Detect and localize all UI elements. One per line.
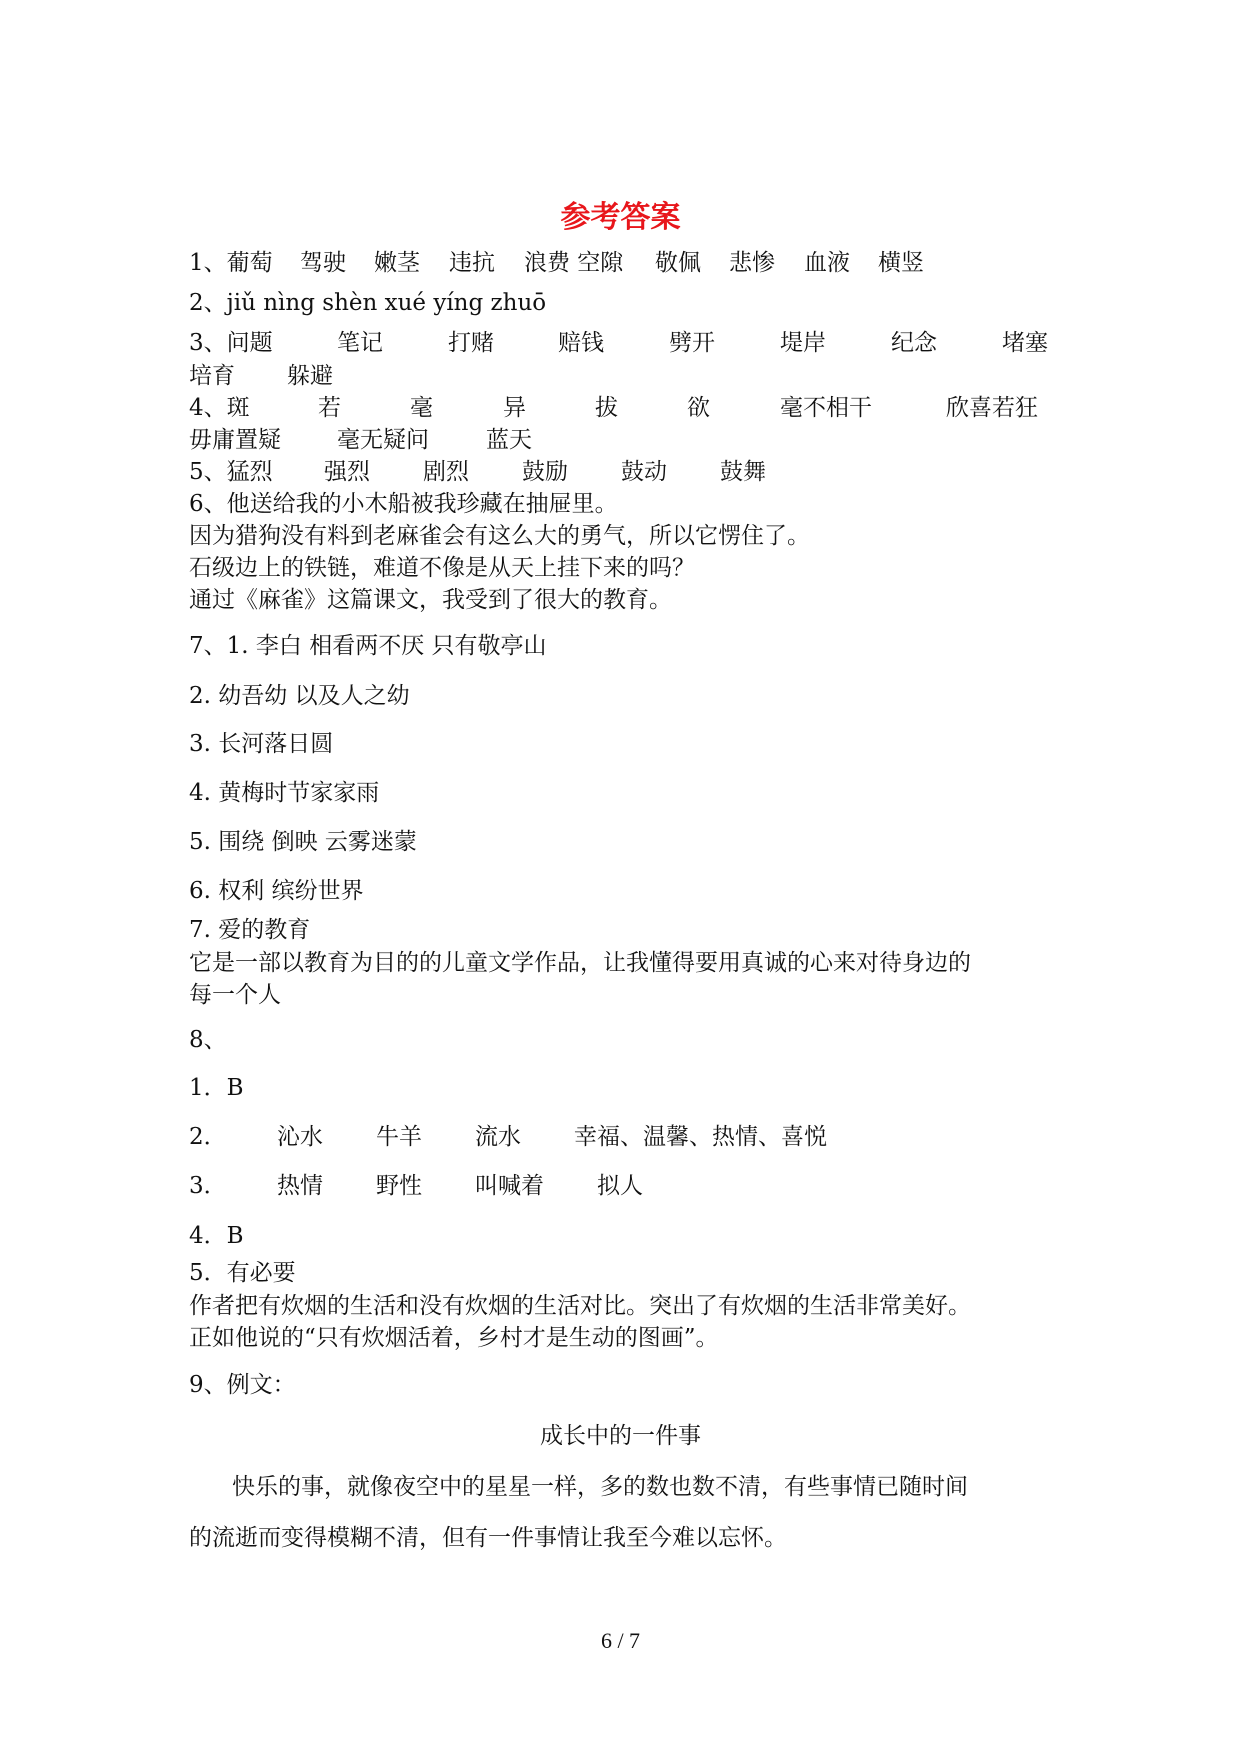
answer-4-word: 拔	[595, 395, 618, 421]
answer-4-word: 毋庸置疑	[189, 427, 281, 453]
answer-4-word: 毫不相干	[780, 395, 872, 421]
answer-6-line: 通过《麻雀》这篇课文，我受到了很大的教育。	[189, 587, 672, 613]
answer-4-word: 若	[318, 395, 341, 421]
answer-7-line: 5. 围绕 倒映 云雾迷蒙	[189, 829, 417, 855]
answer-8-item: 5．有必要	[189, 1260, 296, 1286]
answer-6-line: 6、他送给我的小木船被我珍藏在抽屉里。	[189, 491, 618, 517]
answer-4-word: 异	[503, 395, 526, 421]
answer-2: 2、jiǔ nìng shèn xué yíng zhuō	[189, 290, 547, 316]
answer-3-word: 纪念	[891, 330, 937, 356]
answer-3-word: 培育	[189, 363, 235, 389]
answer-7-line: 7、1. 李白 相看两不厌 只有敬亭山	[189, 633, 547, 659]
answer-8-item: 1．B	[189, 1075, 244, 1101]
answer-4-word: 欣喜若狂	[946, 395, 1038, 421]
answer-7-line: 3. 长河落日圆	[189, 731, 334, 757]
answer-8-word: 2．	[189, 1124, 227, 1150]
answer-3-word: 堵塞	[1002, 330, 1048, 356]
answer-5-word: 鼓励	[522, 459, 568, 485]
answer-5-word: 5、猛烈	[189, 459, 273, 485]
answer-8-word: 野性	[376, 1173, 422, 1199]
answer-4-word: 4、斑	[189, 395, 250, 421]
answer-1-word: 血液	[804, 250, 850, 276]
answer-1-word: 违抗	[449, 250, 495, 276]
answer-7-line: 7. 爱的教育	[189, 917, 311, 943]
answer-1-word: 敬佩	[655, 250, 701, 276]
answer-7-line: 它是一部以教育为目的的儿童文学作品，让我懂得要用真诚的心来对待身边的	[189, 950, 971, 976]
answer-1-word: 悲惨	[729, 250, 775, 276]
essay-title: 成长中的一件事	[540, 1423, 701, 1449]
answer-8-word: 幸福、温馨、热情、喜悦	[574, 1124, 827, 1150]
answer-3-word: 3、问题	[189, 330, 273, 356]
answer-1-word: 1、葡萄	[189, 250, 273, 276]
answer-6-line: 石级边上的铁链，难道不像是从天上挂下来的吗？	[189, 555, 695, 581]
answer-8-word: 流水	[475, 1124, 521, 1150]
answer-8-heading: 8、	[189, 1027, 227, 1053]
answer-8-line: 作者把有炊烟的生活和没有炊烟的生活对比。突出了有炊烟的生活非常美好。	[189, 1293, 971, 1319]
answer-1-word: 浪费 空隙	[524, 250, 624, 276]
answer-5-word: 鼓舞	[720, 459, 766, 485]
answer-3-word: 堤岸	[780, 330, 826, 356]
answer-8-word: 叫喊着	[475, 1173, 544, 1199]
answer-1-word: 嫩茎	[374, 250, 420, 276]
answer-7-line: 每一个人	[189, 982, 281, 1008]
answer-6-line: 因为猎狗没有料到老麻雀会有这么大的勇气，所以它愣住了。	[189, 523, 810, 549]
answer-7-line: 4. 黄梅时节家家雨	[189, 780, 380, 806]
answer-1-word: 横竖	[878, 250, 924, 276]
essay-paragraph-line: 快乐的事，就像夜空中的星星一样，多的数也数不清，有些事情已随时间	[232, 1474, 968, 1500]
answer-1-word: 驾驶	[300, 250, 346, 276]
answer-3-word: 打赌	[448, 330, 494, 356]
answer-3-word: 笔记	[337, 330, 383, 356]
answer-8-word: 拟人	[597, 1173, 643, 1199]
answer-9-heading: 9、例文：	[189, 1372, 296, 1398]
answer-8-word: 热情	[277, 1173, 323, 1199]
answer-5-word: 鼓动	[621, 459, 667, 485]
answer-8-word: 3．	[189, 1173, 227, 1199]
essay-paragraph-line: 的流逝而变得模糊不清，但有一件事情让我至今难以忘怀。	[189, 1525, 787, 1551]
answer-4-word: 毫	[410, 395, 433, 421]
answer-3-word: 劈开	[669, 330, 715, 356]
answer-4-word: 毫无疑问	[337, 427, 429, 453]
answer-4-word: 欲	[687, 395, 710, 421]
answer-8-line: 正如他说的“只有炊烟活着，乡村才是生动的图画”。	[189, 1325, 719, 1351]
answer-5-word: 强烈	[324, 459, 370, 485]
answer-3-word: 赔钱	[558, 330, 604, 356]
answer-3-word: 躲避	[287, 363, 333, 389]
answer-5-word: 剧烈	[423, 459, 469, 485]
answer-8-word: 牛羊	[376, 1124, 422, 1150]
answer-8-item: 4．B	[189, 1223, 244, 1249]
answer-8-word: 沁水	[277, 1124, 323, 1150]
answer-7-line: 2. 幼吾幼 以及人之幼	[189, 683, 410, 709]
answer-7-line: 6. 权利 缤纷世界	[189, 878, 364, 904]
page-number: 6 / 7	[600, 1628, 641, 1653]
page-title: 参考答案	[560, 200, 681, 235]
answer-4-word: 蓝天	[486, 427, 532, 453]
